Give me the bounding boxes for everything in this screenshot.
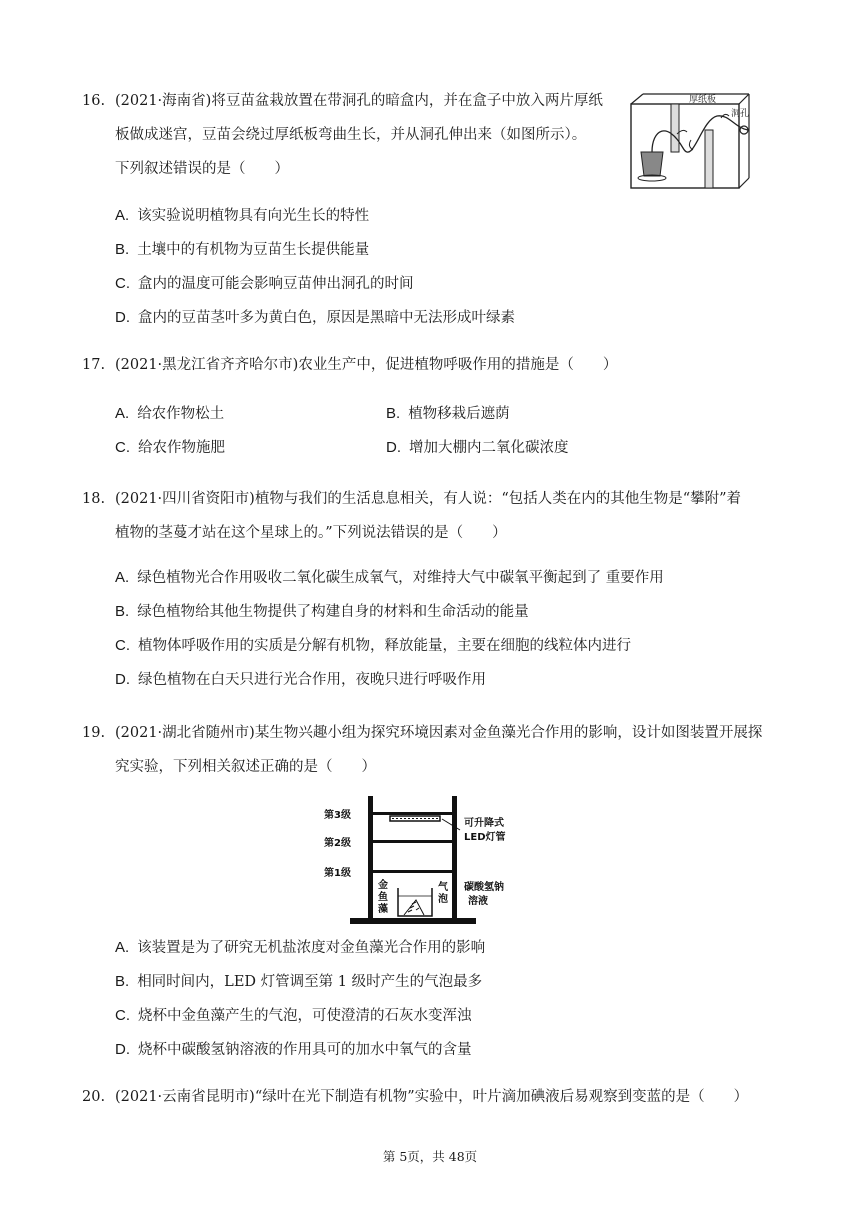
question-line: 究实验，下列相关叙述正确的是（ ） [115, 759, 376, 775]
option-18-c[interactable] [115, 636, 631, 656]
figure-label: 厚纸板 [689, 95, 717, 105]
option-17-b[interactable] [386, 404, 510, 424]
option-text: 烧杯中碳酸氢钠溶液的作用具可的加水中氧气的含量 [138, 1042, 472, 1058]
option-letter: D. [386, 439, 401, 456]
option-letter: A. [115, 207, 130, 224]
option-text: 增加大棚内二氧化碳浓度 [409, 440, 569, 456]
question-20 [82, 1080, 787, 1114]
option-19-d[interactable] [115, 1040, 472, 1060]
option-letter: A. [115, 405, 130, 422]
question-number: 17. [82, 357, 106, 373]
option-text: 相同时间内，LED 灯管调至第 1 级时产生的气泡最多 [137, 974, 483, 990]
option-19-c[interactable] [115, 1006, 472, 1026]
question-line: 下列叙述错误的是（ ） [115, 161, 289, 177]
figure-label: 鱼 [378, 892, 388, 903]
question-line: 植物的茎蔓才站在这个星球上的。”下列说法错误的是（ ） [115, 525, 507, 541]
figure-label: 溶液 [468, 896, 488, 907]
question-line: 板做成迷宫，豆苗会绕过厚纸板弯曲生长，并从洞孔伸出来（如图所示）。 [115, 127, 587, 143]
option-letter: D. [115, 1041, 130, 1058]
figure-label: 碳酸氢钠 [464, 882, 504, 893]
option-16-b[interactable] [115, 240, 369, 260]
option-text: 植物体呼吸作用的实质是分解有机物，释放能量，主要在细胞的线粒体内进行 [138, 638, 631, 654]
option-letter: D. [115, 309, 130, 326]
option-letter: B. [386, 405, 401, 422]
question-18 [82, 482, 787, 550]
option-text: 土壤中的有机物为豆苗生长提供能量 [137, 242, 370, 258]
question-line: (2021·四川省资阳市)植物与我们的生活息息相关，有人说：“包括人类在内的其他生物是“攀附”着 [115, 491, 742, 507]
maze-box-figure [627, 90, 755, 190]
option-letter: C. [115, 637, 130, 654]
option-16-d[interactable] [115, 308, 515, 328]
option-text: 绿色植物给其他生物提供了构建自身的材料和生命活动的能量 [137, 604, 529, 620]
option-letter: C. [115, 439, 130, 456]
option-text: 烧杯中金鱼藻产生的气泡，可使澄清的石灰水变浑浊 [138, 1008, 472, 1024]
page-footer: 第 5页，共 48页 [382, 1149, 478, 1164]
option-text: 给农作物施肥 [138, 440, 225, 456]
option-16-a[interactable] [115, 206, 369, 226]
option-letter: A. [115, 939, 130, 956]
option-text: 该实验说明植物具有向光生长的特性 [137, 208, 370, 224]
question-line: (2021·云南省昆明市)“绿叶在光下制造有机物”实验中，叶片滴加碘液后易观察到变蓝的是（ ） [115, 1089, 749, 1105]
option-16-c[interactable] [115, 274, 414, 294]
figure-label: 藻 [378, 904, 388, 915]
option-19-b[interactable] [115, 972, 482, 992]
question-number: 20. [82, 1089, 106, 1105]
option-letter: B. [115, 973, 130, 990]
option-text: 该装置是为了研究无机盐浓度对金鱼藻光合作用的影响 [137, 940, 486, 956]
option-text: 盒内的豆苗茎叶多为黄白色，原因是黑暗中无法形成叶绿素 [138, 310, 515, 326]
option-18-b[interactable] [115, 602, 529, 622]
option-text: 植物移栽后遮荫 [408, 406, 510, 422]
figure-label: 泡 [438, 894, 448, 905]
question-number: 18. [82, 491, 106, 507]
question-line: (2021·黑龙江省齐齐哈尔市)农业生产中，促进植物呼吸作用的措施是（ ） [115, 357, 618, 373]
figure-label: 洞孔 [731, 109, 750, 119]
option-text: 盒内的温度可能会影响豆苗伸出洞孔的时间 [138, 276, 414, 292]
option-17-c[interactable] [115, 438, 225, 458]
option-text: 绿色植物光合作用吸收二氧化碳生成氧气，对维持大气中碳氧平衡起到了 重要作用 [137, 570, 664, 586]
option-18-d[interactable] [115, 670, 486, 690]
option-17-a[interactable] [115, 404, 224, 424]
figure-label: 气 [438, 882, 448, 893]
figure-label: 可升降式 [464, 818, 504, 829]
option-letter: B. [115, 241, 130, 258]
question-17 [82, 348, 787, 382]
option-17-d[interactable] [386, 438, 569, 458]
option-letter: D. [115, 671, 130, 688]
question-number: 16. [82, 93, 106, 109]
option-letter: C. [115, 1007, 130, 1024]
option-letter: C. [115, 275, 130, 292]
question-line: (2021·湖北省随州市)某生物兴趣小组为探究环境因素对金鱼藻光合作用的影响，设计如图装置开展探 [115, 725, 763, 741]
option-18-a[interactable] [115, 568, 664, 588]
question-number: 19. [82, 725, 106, 741]
option-19-a[interactable] [115, 938, 485, 958]
led-apparatus-figure [320, 794, 540, 928]
option-letter: A. [115, 569, 130, 586]
figure-label: 第3级 [324, 810, 351, 821]
question-line: (2021·海南省)将豆苗盆栽放置在带洞孔的暗盒内，并在盒子中放入两片厚纸 [115, 93, 603, 109]
option-text: 给农作物松土 [137, 406, 225, 422]
figure-label: LED灯管 [464, 832, 506, 843]
option-letter: B. [115, 603, 130, 620]
figure-label: 金 [378, 880, 388, 891]
figure-label: 第1级 [324, 868, 351, 879]
option-text: 绿色植物在白天只进行光合作用，夜晚只进行呼吸作用 [138, 672, 486, 688]
figure-label: 第2级 [324, 838, 351, 849]
question-19 [82, 716, 787, 784]
